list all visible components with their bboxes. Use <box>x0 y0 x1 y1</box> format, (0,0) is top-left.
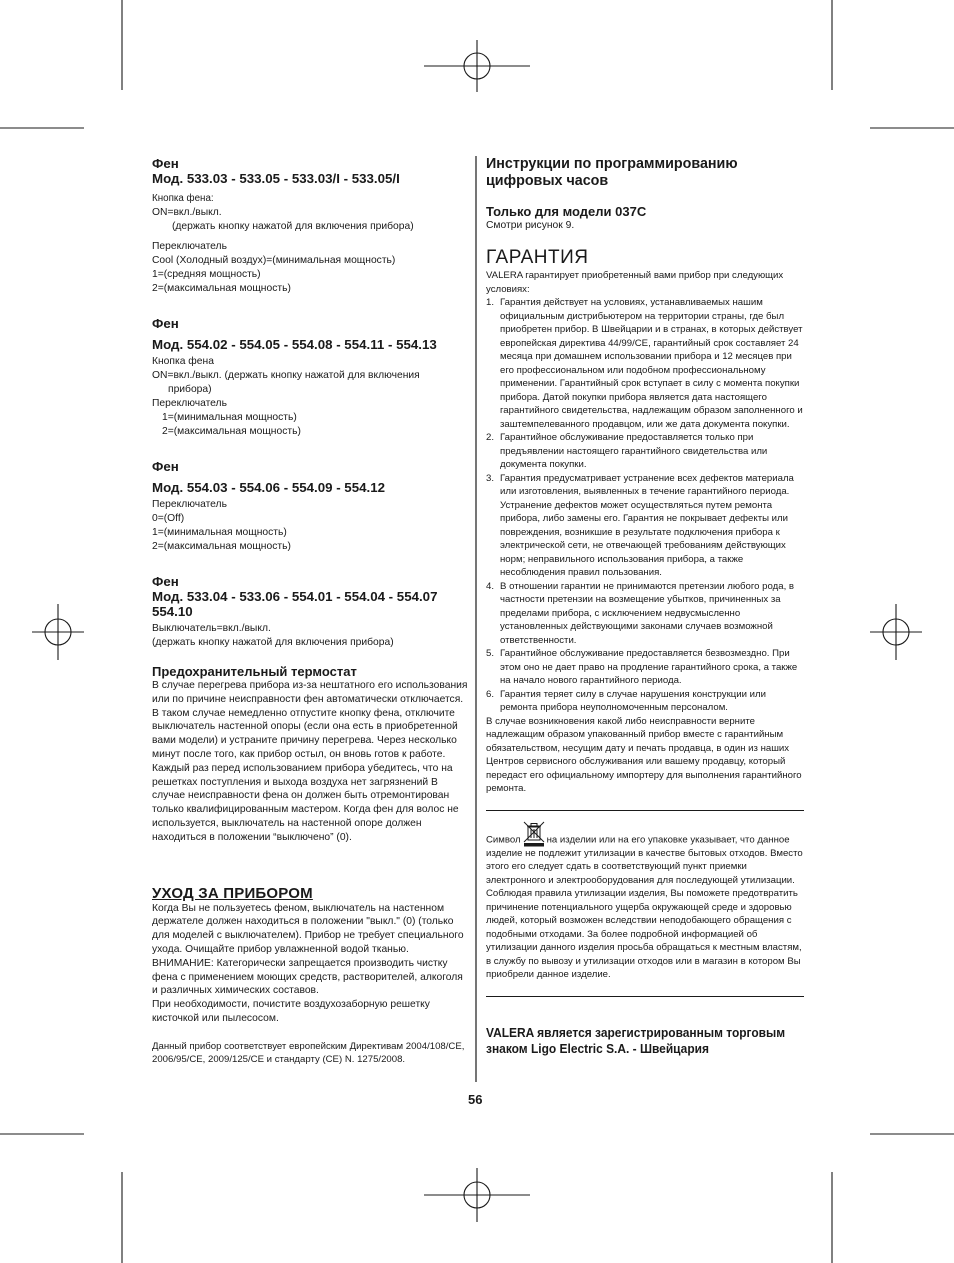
text-line: 1=(минимальная мощность) <box>152 527 287 538</box>
text-line: прибора) <box>168 384 212 395</box>
model-block-554b <box>152 459 468 554</box>
warranty-title: ГАРАНТИЯ <box>486 247 589 268</box>
text-line: 1=(средняя мощность) <box>152 269 261 280</box>
left-column <box>152 156 468 1067</box>
paragraph: При необходимости, почистите воздухозаборную решетку кисточкой или пылесосом. <box>152 999 430 1024</box>
text-line: 2=(максимальная мощность) <box>152 283 291 294</box>
paragraph: В случае перегрева прибора из-за нештатного его использования или по причине неисправности фен автоматически отключается. В таком случае немедленно отпустите кнопку фена, отключите выключатель настенной опоры (если она есть в приобретенной вами модели) и устраните причину перегрева. Через несколько минут после того, как прибор остыл, он вновь готов к работе. Каждый раз перед использованием прибора убедитесь, что на решетках поступления и выхода воздуха нет загрязнений В случае неисправности фена он должен быть отремонтирован только квалифицированным мастером. Когда фен для волос не используется, выключатель на настенной опоре должен находиться в положении “выключено” (0). <box>152 680 468 843</box>
section-heading: Предохранительный термостат <box>152 664 357 679</box>
model-heading: Мод. 554.02 - 554.05 - 554.08 - 554.11 - 554.13 <box>152 337 437 352</box>
list-item: 2. Гарантийное обслуживание предоставляется только при предъявлении настоящего гарантийного свидетельства или документа покупки. <box>486 432 768 470</box>
text-line: Кнопка фена: <box>152 193 214 204</box>
text-line: ON=вкл./выкл. <box>152 207 222 218</box>
symbol-word: Символ <box>486 834 521 845</box>
paragraph: Когда Вы не пользуетесь феном, выключатель на настенном держателе должен находиться в положении "выкл." (0) (только для моделей с выключателем). Прибор не требует специального ухода. Очищайте прибор увлажненной водой тканью. <box>152 902 464 955</box>
right-column <box>486 156 804 1057</box>
sub-heading: Только для модели 037C <box>486 204 647 219</box>
text-line: ON=вкл./выкл. (держать кнопку нажатой для включения <box>152 370 420 381</box>
text-line: 2=(максимальная мощность) <box>162 426 301 437</box>
model-heading: Мод. 554.03 - 554.06 - 554.09 - 554.12 <box>152 480 385 495</box>
section-heading: Инструкции по программированию цифровых часов <box>486 156 738 189</box>
paragraph: VALERA гарантирует приобретенный вами прибор при следующих условиях: <box>486 270 784 295</box>
care-section <box>152 885 468 1026</box>
block-title: Фен <box>152 459 179 474</box>
text-line: Переключатель <box>152 241 227 252</box>
paragraph: В случае возникновения какой либо неисправности верните надлежащим образом упакованный прибор вместе с гарантийным обязательством, несущим дату и печать продавца, в один из наших Центров сервисного обслуживания или вашему продавцу, который передаст его официальному импортеру для выполнения гарантийного ремонта. <box>486 715 802 794</box>
text-line: Смотри рисунок 9. <box>486 220 575 231</box>
model-heading: Мод. 533.04 - 533.06 - 554.01 - 554.04 - 554.07 554.10 <box>152 589 438 619</box>
recycling-paragraph <box>486 821 804 982</box>
conformity-note: Данный прибор соответствует европейским Директивам 2004/108/CE, 2006/95/CE, 2009/125/CE и стандарту (CE) N. 1275/2008. <box>152 1040 465 1066</box>
warranty-list <box>486 296 804 715</box>
crossed-bin-icon <box>523 821 545 847</box>
text-line: (держать кнопку нажатой для включения прибора) <box>172 221 414 232</box>
block-title: Фен <box>152 316 179 331</box>
page-number: 56 <box>468 1092 483 1107</box>
list-item: 4. В отношении гарантии не принимаются претензии любого рода, в частности претензии на возмещение убытков, причиненных за пределами прибора, с исключением недвусмысленно установленных действующими законами случаев возможной ответственности. <box>486 580 794 646</box>
text-line: Кнопка фена <box>152 356 214 367</box>
model-block-554a <box>152 316 468 439</box>
list-item: 1. Гарантия действует на условиях, устанавливаемых нашим официальным дистрибьютером на территории страны, где был приобретен прибор. В Швейцарии и в странах, в которых действует европейская директива 44/99/CE, гарантийный срок составляет 24 месяца при домашнем использовании прибора и 12 месяцев при его профессиональном или подобном профессиональному применении. Гарантийный срок вступает в силу с момента покупки прибора. Датой покупки прибора является дата настоящего гарантийного свидетельства, надлежащим образом заполненного и заштемпелеванного продавцом, или же дата документа покупки. <box>486 297 803 430</box>
text-line: 0=(Off) <box>152 513 185 524</box>
paragraph: ВНИМАНИЕ: Категорически запрещается производить чистку фена с применением моющих средств, растворителей, алкоголя и различных химических составов. <box>152 957 463 997</box>
text-line: Переключатель <box>152 398 227 409</box>
thermostat-section <box>152 664 468 845</box>
model-heading: Мод. 533.03 - 533.05 - 533.03/I - 533.05/I <box>152 171 400 186</box>
block-title: Фен <box>152 156 179 171</box>
section-heading: УХОД ЗА ПРИБОРОМ <box>152 884 313 902</box>
list-item: 6. Гарантия теряет силу в случае нарушения конструкции или ремонта прибора неуполномоченным персоналом. <box>486 688 766 713</box>
trademark-note: VALERA является зарегистрированным торговым знаком Ligo Electric S.A. - Швейцария <box>486 1024 786 1056</box>
text-line: Cool (Холодный воздух)=(минимальная мощность) <box>152 255 396 266</box>
list-item: 3. Гарантия предусматривает устранение всех дефектов материала или изготовления, выявленных в течение гарантийного периода. Устранение дефектов может осуществляться путем ремонта прибора, либо замены его. Гарантия не покрывает дефекты или повреждения, возникшие в результате подключения прибора к электрической сети, не отвечающей требованиям действующих норм; неправильного использования прибора, а также несоблюдения правил пользования. <box>486 472 794 578</box>
text-line: Переключатель <box>152 499 227 510</box>
list-item: 5. Гарантийное обслуживание предоставляется безвозмездно. При этом оно не дает право на продление гарантийного срока, а также на начало нового гарантийного периода. <box>486 648 798 686</box>
block-title: Фен <box>152 574 179 589</box>
text-line: 1=(минимальная мощность) <box>162 412 297 423</box>
text-line: Выключатель=вкл./выкл. <box>152 623 271 634</box>
text-line: 2=(максимальная мощность) <box>152 541 291 552</box>
model-block-533 <box>152 156 468 296</box>
symbol-text: на изделии или на его упаковке указывает, что данное изделие не подлежит утилизации в качестве бытовых отходов. Вместо этого его следует сдать в соответствующий пункт приемки электронного и электрооборудования для последующей утилизации. Соблюдая правила утилизации изделия, Вы поможете предотвратить причинение потенциального ущерба окружающей среде и здоровью людей, который возможен вследствии неподобающего обращения с подобными отходами. За более подробной информацией об утилизации данного изделия просьба обращаться к местным властям, в службу по вывозу и утилизации отходов или в магазин в котором Вы приобрели данное изделие. <box>486 834 803 980</box>
model-block-mixed <box>152 574 468 650</box>
text-line: (держать кнопку нажатой для включения прибора) <box>152 637 394 648</box>
